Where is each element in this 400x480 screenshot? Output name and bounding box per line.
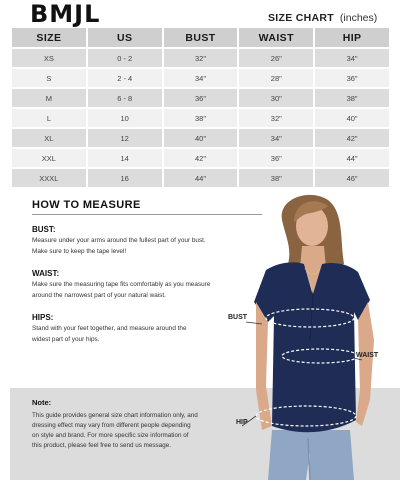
cell-waist: 26" bbox=[239, 49, 313, 67]
cell-waist: 38" bbox=[239, 169, 313, 187]
bust-line-1: Measure under your arms around the fullest part of your bust. bbox=[32, 237, 206, 244]
right-arm bbox=[356, 302, 374, 426]
note-text bbox=[32, 411, 232, 451]
note-line-1: This guide provides general size chart information only, and bbox=[32, 412, 198, 419]
table-row bbox=[12, 109, 389, 127]
table-row bbox=[12, 129, 389, 147]
cell-bust: 32" bbox=[164, 49, 238, 67]
cell-us: 16 bbox=[88, 169, 162, 187]
cell-bust: 40" bbox=[164, 129, 238, 147]
waist-instructions bbox=[32, 280, 242, 302]
cell-size: XXXL bbox=[12, 169, 86, 187]
table-row bbox=[12, 69, 389, 87]
cell-us: 2 - 4 bbox=[88, 69, 162, 87]
header-us: US bbox=[88, 28, 162, 47]
cell-size: L bbox=[12, 109, 86, 127]
cell-bust: 44" bbox=[164, 169, 238, 187]
bust-heading: BUST: bbox=[32, 225, 56, 234]
table-row bbox=[12, 89, 389, 107]
title-divider bbox=[32, 214, 262, 215]
header-hip: HIP bbox=[315, 28, 389, 47]
cell-hip: 46" bbox=[315, 169, 389, 187]
waist-line-1: Make sure the measuring tape fits comfortably as you measure bbox=[32, 281, 211, 288]
bust-label: BUST bbox=[228, 314, 248, 321]
cell-size: XL bbox=[12, 129, 86, 147]
hips-line-1: Stand with your feet together, and measure around the bbox=[32, 325, 187, 332]
cell-hip: 42" bbox=[315, 129, 389, 147]
note-line-4: this product, please feel free to send us message. bbox=[32, 442, 171, 450]
table-row bbox=[12, 149, 389, 167]
hip-label: HIP bbox=[236, 419, 248, 426]
cell-hip: 44" bbox=[315, 149, 389, 167]
cell-us: 10 bbox=[88, 109, 162, 127]
how-to-measure-title: HOW TO MEASURE bbox=[32, 199, 141, 211]
cell-hip: 36" bbox=[315, 69, 389, 87]
hips-instructions bbox=[32, 324, 242, 346]
cell-us: 0 - 2 bbox=[88, 49, 162, 67]
cell-bust: 38" bbox=[164, 109, 238, 127]
bust-line-2: Make sure to keep the tape level! bbox=[32, 247, 127, 255]
cell-waist: 28" bbox=[239, 69, 313, 87]
cell-bust: 42" bbox=[164, 149, 238, 167]
how-to-measure-panel bbox=[10, 190, 400, 480]
cell-bust: 36" bbox=[164, 89, 238, 107]
cell-waist: 34" bbox=[239, 129, 313, 147]
header-waist: WAIST bbox=[239, 28, 313, 47]
cell-us: 6 - 8 bbox=[88, 89, 162, 107]
size-chart-title-unit: (inches) bbox=[339, 12, 378, 24]
note-heading: Note: bbox=[32, 398, 52, 407]
table-row bbox=[12, 169, 389, 187]
size-chart-table bbox=[10, 26, 391, 189]
cell-us: 14 bbox=[88, 149, 162, 167]
hips-line-2: widest part of your hips. bbox=[32, 335, 100, 343]
cell-us: 12 bbox=[88, 129, 162, 147]
cell-bust: 34" bbox=[164, 69, 238, 87]
note-line-2: dressing effect may vary from different people depending bbox=[32, 422, 191, 430]
cell-size: XXL bbox=[12, 149, 86, 167]
cell-waist: 36" bbox=[239, 149, 313, 167]
header-size: SIZE bbox=[12, 28, 86, 47]
size-chart-header-row bbox=[12, 28, 389, 47]
note-line-3: on style and brand. For more specific size information of bbox=[32, 432, 189, 440]
cell-size: M bbox=[12, 89, 86, 107]
jeans bbox=[268, 430, 354, 480]
cell-size: XS bbox=[12, 49, 86, 67]
brand-logo: BMJL bbox=[30, 0, 101, 28]
waist-line-2: around the narrowest part of your natural waist. bbox=[32, 291, 166, 299]
cell-hip: 40" bbox=[315, 109, 389, 127]
size-chart-title bbox=[268, 12, 377, 24]
cell-waist: 32" bbox=[239, 109, 313, 127]
header-bust: BUST bbox=[164, 28, 238, 47]
waist-heading: WAIST: bbox=[32, 269, 60, 278]
bust-instructions bbox=[32, 236, 242, 258]
size-chart-title-main: SIZE CHART bbox=[268, 12, 334, 24]
hips-heading: HIPS: bbox=[32, 313, 54, 322]
cell-size: S bbox=[12, 69, 86, 87]
table-row bbox=[12, 49, 389, 67]
cell-hip: 34" bbox=[315, 49, 389, 67]
waist-label: WAIST bbox=[356, 352, 379, 359]
cell-waist: 30" bbox=[239, 89, 313, 107]
cell-hip: 38" bbox=[315, 89, 389, 107]
note-box bbox=[20, 396, 236, 468]
